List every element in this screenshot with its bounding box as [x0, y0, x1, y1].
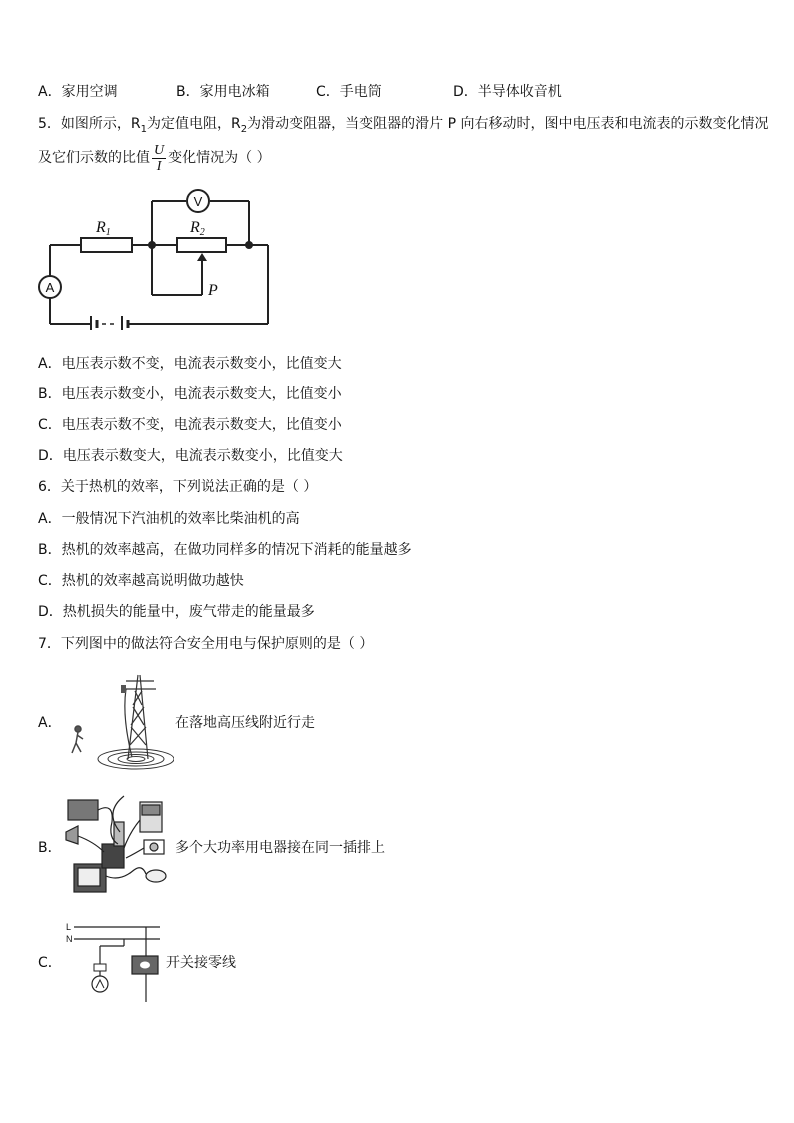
- q7-option-c-caption: 开关接零线: [166, 955, 236, 971]
- q5-stem-post: 为滑动变阻器，当变阻器的滑片 P 向右移动时，图中电压表和电流表的示数变化情况: [247, 116, 769, 132]
- ratio-fraction: [152, 143, 166, 174]
- q5-stem-sub1: 1: [140, 123, 148, 135]
- r2-rheostat: [177, 238, 226, 252]
- q4-option-d: D．半导体收音机: [453, 84, 562, 100]
- q7-stem: 7．下列图中的做法符合安全用电与保护原则的是（ ）: [38, 636, 374, 652]
- switch-on-neutral-wiring-diagram: [64, 920, 164, 1004]
- neutral-wire-label: N: [66, 934, 73, 944]
- slider-p-label: P: [208, 282, 218, 299]
- q5-option-c: C．电压表示数不变，电流表示数变大，比值变小: [38, 417, 342, 433]
- q7-option-b-caption: 多个大功率用电器接在同一插排上: [175, 840, 385, 856]
- slider-arrow-icon: [197, 253, 207, 261]
- r1-subscript: 1: [105, 227, 111, 238]
- q5-stem-line2: [38, 140, 271, 176]
- voltmeter-label: V: [193, 194, 203, 209]
- q6-option-c: C．热机的效率越高说明做功越快: [38, 573, 244, 589]
- ammeter-label: A: [45, 280, 55, 295]
- live-wire-label: L: [66, 922, 72, 932]
- q7-option-a-letter: A．: [38, 715, 62, 731]
- q6-stem: 6．关于热机的效率，下列说法正确的是（ ）: [38, 479, 318, 495]
- r1-resistor: [81, 238, 132, 252]
- q5-stem-line1: [38, 115, 768, 139]
- battery-icon: [91, 316, 128, 330]
- fraction-numerator: U: [154, 142, 165, 158]
- q5-option-d: D．电压表示数变大，电流表示数变小，比值变大: [38, 448, 343, 464]
- r2-label: R: [190, 219, 200, 236]
- r1-label: R: [96, 219, 106, 236]
- q7-option-c-letter: C．: [38, 955, 62, 971]
- q4-option-c: C．手电筒: [316, 84, 382, 100]
- junction-dot-right: [245, 241, 253, 249]
- r2-subscript: 2: [199, 227, 205, 238]
- junction-dot-left: [148, 241, 156, 249]
- q6-option-b: B．热机的效率越高，在做功同样多的情况下消耗的能量越多: [38, 542, 412, 558]
- q5-stem-line2-post: 变化情况为（ ）: [168, 150, 271, 166]
- svg-text:R2: [189, 219, 205, 238]
- q7-option-b-letter: B．: [38, 840, 62, 856]
- overloaded-power-strip-illustration: [64, 792, 176, 896]
- high-voltage-tower-illustration: [66, 667, 174, 775]
- q4-option-a: A．家用空调: [38, 84, 118, 100]
- q7-option-a-caption: 在落地高压线附近行走: [175, 715, 315, 731]
- light-bulb-icon: [92, 976, 108, 992]
- q5-stem-mid: 为定值电阻，R: [147, 116, 241, 132]
- q6-option-d: D．热机损失的能量中，废气带走的能量最多: [38, 604, 315, 620]
- q5-option-a: A．电压表示数不变，电流表示数变小，比值变大: [38, 356, 342, 372]
- q5-stem-sub2: 2: [240, 123, 248, 135]
- q6-option-a: A．一般情况下汽油机的效率比柴油机的高: [38, 511, 300, 527]
- fraction-denominator: I: [156, 158, 162, 174]
- q5-stem-pre: 5．如图所示，R: [38, 116, 141, 132]
- q5-circuit-diagram: [36, 184, 276, 330]
- q5-stem-line2-pre: 及它们示数的比值: [38, 150, 150, 166]
- q5-option-b: B．电压表示数变小，电流表示数变大，比值变小: [38, 386, 342, 402]
- svg-text:R1: [95, 219, 111, 238]
- q4-option-b: B．家用电冰箱: [176, 84, 270, 100]
